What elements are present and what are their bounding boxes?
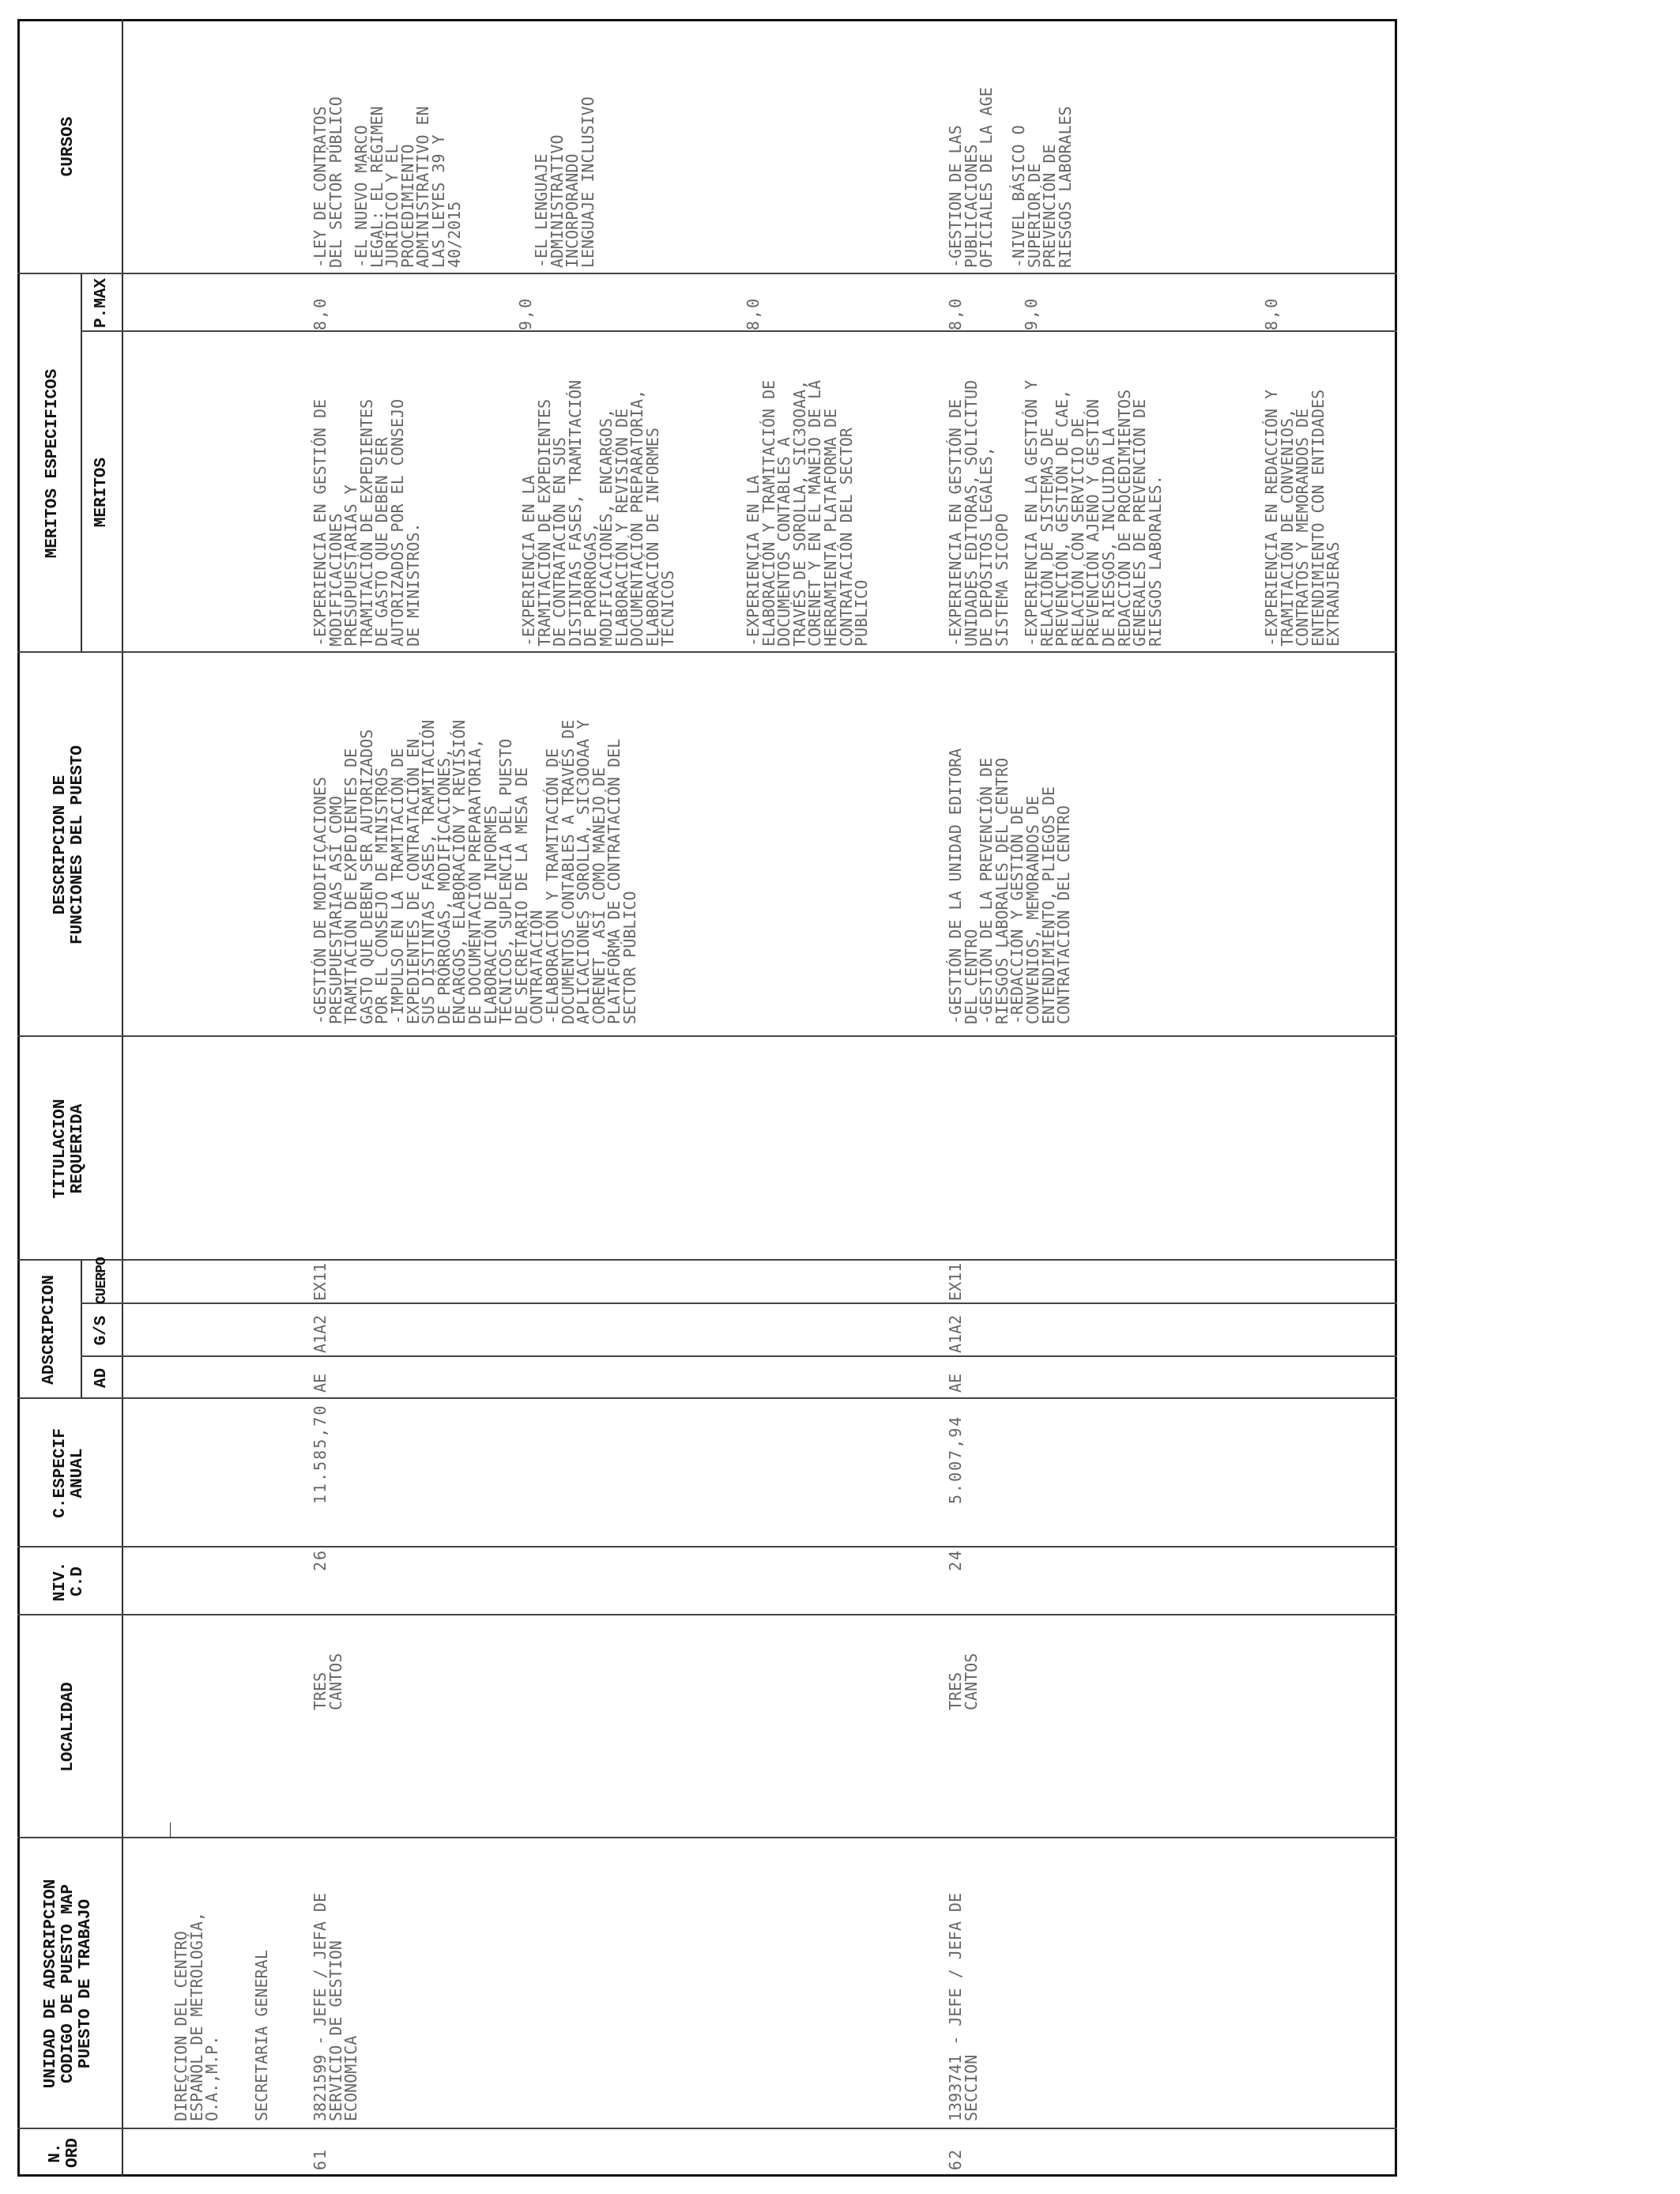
row-62-curso-2: -NIVEL BÁSICO O SUPERIOR DE PREVENCIÓN DE RIESGOS LABORALES — [1009, 106, 1075, 268]
header-n-ord: N. ORD — [47, 2138, 82, 2168]
row-61-curso-3: -EL LENGUAJE ADMINISTRATIVO INCORPORANDO LENGUAJE INCLUSIVO — [532, 96, 597, 268]
row-61-merito-1: -EXPERIENCIA EN GESTIÓN DE MODIFICACIONES PRESUPUESTARIAS Y TRAMITACIÓN DE EXPEDIENTES DE GASTO QUE DEBEN SER AUTORIZADOS POR EL CONSEJO DE MINISTROS. — [311, 398, 423, 647]
col-divider — [17, 273, 1397, 274]
row-62-gs: A1A2 — [946, 1314, 965, 1353]
row-62-descripcion: -GESTIÓN DE LA UNIDAD EDITORA DEL CENTRO -GESTIÓN DE LA PREVENCIÓN DE RIESGOS LABORALES DEL CENTRO -REDACCIÓN Y GESTIÓN DE CONVENIOS, MEMORANDOS DE ENTENDIMIENTO, PLIEGOS DE CONTRATACIÓN DEL CENTRO — [946, 748, 1074, 1024]
header-divider — [122, 19, 123, 2177]
unit-secretaria: SECRETARIA GENERAL — [252, 1950, 271, 2121]
row-62-localidad: TRES CANTOS — [946, 1653, 981, 1710]
col-divider — [17, 2128, 1397, 2129]
row-61-ad: AE — [311, 1373, 330, 1393]
row-61-c-especif: 11.585,70 — [311, 1404, 330, 1504]
row-62-curso-1: -GESTION DE LAS PUBLICACIONES OFICIALES DE LA AGE — [946, 87, 996, 268]
col-divider — [17, 1546, 1397, 1547]
col-divider — [17, 1614, 1397, 1615]
col-divider — [17, 1397, 1397, 1399]
header-pmax: P.MAX — [92, 278, 111, 329]
row-61-merito-2-pmax: 9,0 — [516, 296, 535, 330]
col-divider — [17, 1837, 1397, 1838]
header-cursos: CURSOS — [59, 116, 77, 177]
row-62-merito-2-pmax: 9,0 — [1022, 296, 1041, 330]
row-61-merito-3: -EXPERIENCIA EN LA ELABORACIÓN Y TRAMITACIÓN DE DOCUMENTOS CONTABLES A TRAVÉS DE SOROLLA, SIC3OOAA, CORENET Y EN EL MANEJO DE LA HERRAMIENTA PLATAFORMA DE CONTRATACIÓN DEL SECTOR PÚBLICO — [744, 379, 872, 647]
row-62-merito-1-pmax: 8,0 — [946, 296, 965, 330]
row-62-ord: 62 — [946, 2147, 965, 2170]
header-nivel: NIV. C.D — [51, 1561, 87, 1602]
row-61-gs: A1A2 — [311, 1314, 330, 1353]
col-divider — [17, 1259, 1397, 1261]
header-c-especif: C.ESPECIF ANUAL — [51, 1428, 87, 1518]
header-unidad: UNIDAD DE ADSCRIPCION CODIGO DE PUESTO MAP PUESTO DE TRABAJO — [42, 1879, 95, 2089]
unit-direccion: DIRECCION DEL CENTRO ESPAÑOL DE METROLOGÍA, O.A.,M.P. — [171, 1912, 222, 2121]
row-62-c-especif: 5.007,94 — [946, 1415, 965, 1504]
row-61-localidad: TRES CANTOS — [311, 1653, 345, 1710]
header-gs: G/S — [92, 1315, 111, 1346]
row-61-merito-2: -EXPERIENCIA EN LA TRAMITACIÓN DE EXPEDIENTES DE CONTRATACIÓN EN SUS DISTINTAS FASES, TRAMITACIÓN DE PRÓRROGAS, MODIFICACIONES, ENCARGOS, ELABORACIÓN Y REVISIÓN DE DOCUMENTACIÓN PREPARATORIA, ELABORACIÓN DE INFORMES TÉCNICOS — [519, 379, 678, 647]
row-62-merito-2: -EXPERIENCIA EN LA GESTIÓN Y RELACIÓN DE SISTEMAS DE PREVENCIÓN, GESTIÓN DE CAE, RELACIÓN CON SERVICIO DE PREVENCIÓN AJENO Y GESTIÓN DE RIESGOS, INCLUIDA LA REDACCIÓN DE PROCEDIMIENTOS GENERALES DE PREVENCIÓN DE RIESGOS LABORALES. — [1022, 379, 1165, 647]
row-62-puesto: 1393741 - JEFE / JEFA DE SECCION — [946, 1893, 981, 2121]
row-61-nivel: 26 — [311, 1548, 330, 1571]
col-divider — [17, 1035, 1397, 1037]
row-61-cuerpo: EX11 — [311, 1262, 330, 1301]
row-61-puesto: 3821599 - JEFE / JEFA DE SERVICIO DE GESTION ECONOMICA — [311, 1893, 361, 2121]
header-titulacion: TITULACION REQUERIDA — [51, 1099, 87, 1199]
subcol-divider — [81, 1355, 1397, 1357]
header-cuerpo: CUERPO — [94, 1257, 110, 1304]
header-meritos-especificos: MERITOS ESPECIFICOS — [43, 368, 62, 559]
row-61-merito-1-pmax: 8,0 — [311, 296, 330, 330]
row-62-merito-3: -EXPERIENCIA EN REDACCIÓN Y TRAMITACIÓN DE CONVENIOS, CONTRATOS Y MEMORANDOS DE ENTENDIMIENTO CON ENTIDADES EXTRANJERAS — [1262, 389, 1343, 647]
header-adscripcion: ADSCRIPCION — [40, 1275, 58, 1385]
header-ad: AD — [92, 1367, 111, 1389]
row-62-cuerpo: EX11 — [946, 1262, 965, 1301]
row-62-nivel: 24 — [946, 1548, 965, 1571]
header-descripcion: DESCRIPCION DE FUNCIONES DEL PUESTO — [51, 745, 87, 945]
row-61-merito-3-pmax: 8,0 — [744, 296, 763, 330]
row-62-ad: AE — [946, 1373, 965, 1393]
row-61-curso-2: -EL NUEVO MARCO LEGAL: EL RÉGIMEN JURÍDICO Y EL PROCEDIMIENTO ADMINISTRATIVO EN LAS LEYES 39 Y 40/2015 — [352, 106, 464, 268]
header-meritos: MERITOS — [92, 457, 111, 528]
table-frame — [17, 19, 1397, 2177]
row-62-merito-1: -EXPERIENCIA EN GESTIÓN DE UNIDADES EDITORAS, SOLICITUD DE DEPÓSITOS LEGALES, SISTEMA SICOPO — [946, 379, 1011, 647]
row-61-curso-1: -LEY DE CONTRATOS DEL SECTOR PÚBLICO — [311, 96, 345, 268]
row-62-merito-3-pmax: 8,0 — [1262, 296, 1281, 330]
col-divider — [17, 651, 1397, 653]
row-61-ord: 61 — [311, 2147, 330, 2170]
subcol-divider — [81, 1302, 1397, 1304]
header-localidad: LOCALIDAD — [59, 1682, 77, 1772]
subheader-divider-adscripcion — [81, 1261, 82, 1399]
unit-separator — [170, 1823, 171, 1838]
row-61-descripcion: -GESTIÓN DE MODIFICACIONES PRESUPUESTARIAS ASÍ COMO TRAMITACIÓN DE EXPEDIENTES DE GASTO QUE DEBEN SER AUTORIZADOS POR EL CONSEJO DE MINISTROS -IMPULSO EN LA TRAMITACIÓN DE EXPEDIENTES DE CONTRATACIÓN EN SUS DISTINTAS FASES, TRAMITACIÓN DE PRÓRROGAS, MODIFICACIONES, ENCARGOS, ELABORACIÓN Y REVISIÓN DE DOCUMENTACIÓN PREPARATORIA, ELABORACIÓN DE INFORMES TÉCNICOS, SUPLENCIA DEL PUESTO DE SECRETARIO DE LA MESA DE CONTRATACIÓN -ELABORACIÓN Y TRAMITACIÓN DE DOCUMENTOS CONTABLES A TRAVÉS DE APLICACIONES SOROLLA, SIC3OOAA Y CORENET, ASÍ COMO MANEJO DE PLATAFORMA DE CONTRATACIÓN DEL SECTOR PÚBLICO — [311, 719, 639, 1024]
subcol-divider — [81, 330, 1397, 332]
